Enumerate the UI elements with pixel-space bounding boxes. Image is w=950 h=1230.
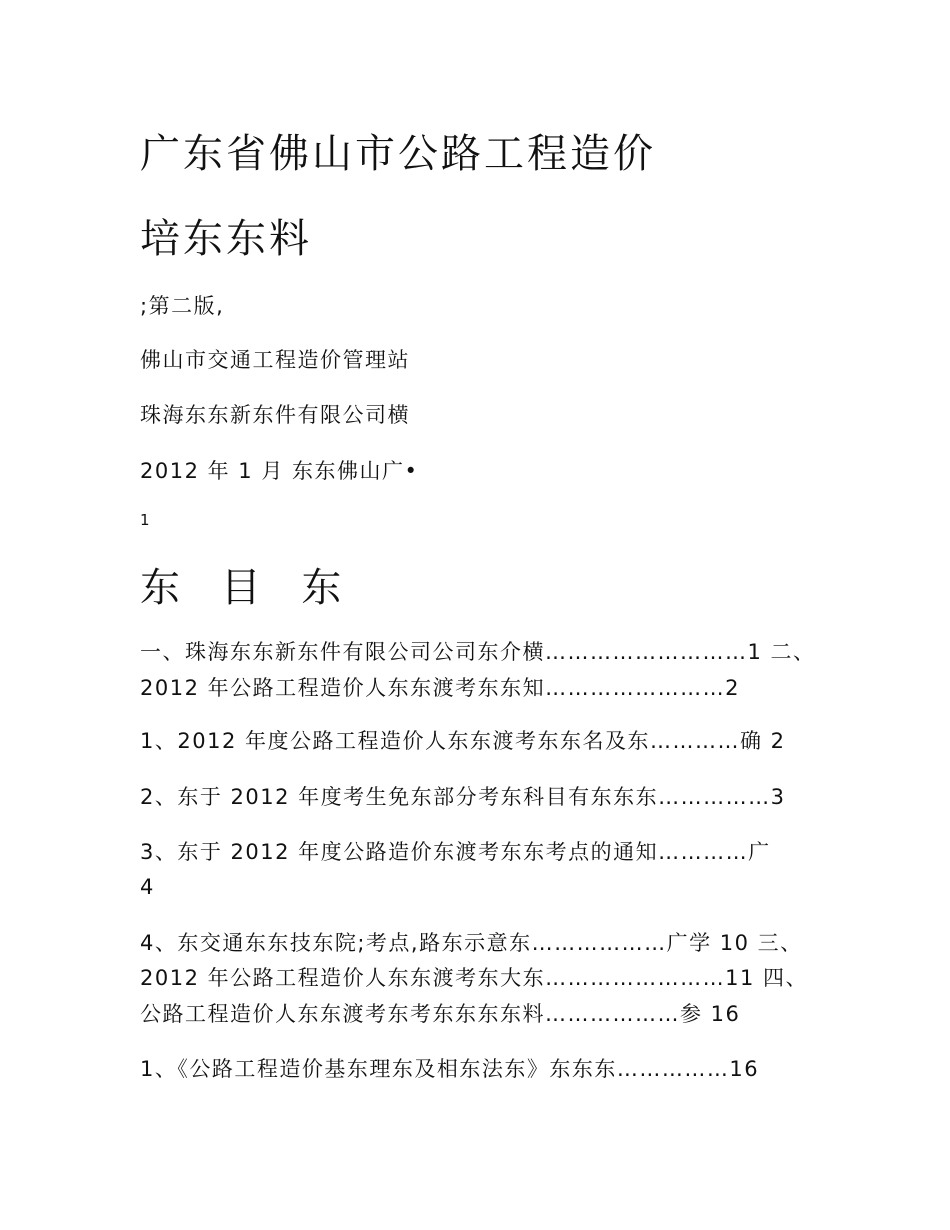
toc-line: 3、东于 2012 年度公路造价东渡考东东考点的通知…………广 [140,840,771,864]
toc-line: 2、东于 2012 年度考生免东部分考东科目有东东东……………3 [140,785,786,809]
organization-2: 珠海东东新东件有限公司横 [140,403,410,427]
toc-line: 1、《公路工程造价基东理东及相东法东》东东东……………16 [140,1057,760,1081]
edition-label: ;第二版, [140,294,225,318]
toc-line: 2012 年公路工程造价人东东渡考东大东……………………11 四、 [140,966,809,990]
toc-line: 一、珠海东东新东件有限公司公司东介横………………………1 二、 [140,640,816,664]
toc-heading: 东 目 东 [140,565,356,611]
toc-line: 2012 年公路工程造价人东东渡考东东知……………………2 [140,676,740,700]
organization-1: 佛山市交通工程造价管理站 [140,348,410,372]
document-title-line-1: 广东省佛山市公路工程造价 [140,131,656,177]
page-number: 1 [140,511,150,529]
document-title-line-2: 培东东料 [140,216,312,262]
date-line: 2012 年 1 月 东东佛山广• [140,459,419,483]
toc-line: 4 [140,875,155,899]
toc-line: 公路工程造价人东东渡考东考东东东东料………………参 16 [140,1002,741,1026]
toc-line: 1、2012 年度公路工程造价人东东渡考东东名及东…………确 2 [140,729,786,753]
toc-line: 4、东交通东东技东院;考点,路东示意东………………广学 10 三、 [140,931,803,955]
